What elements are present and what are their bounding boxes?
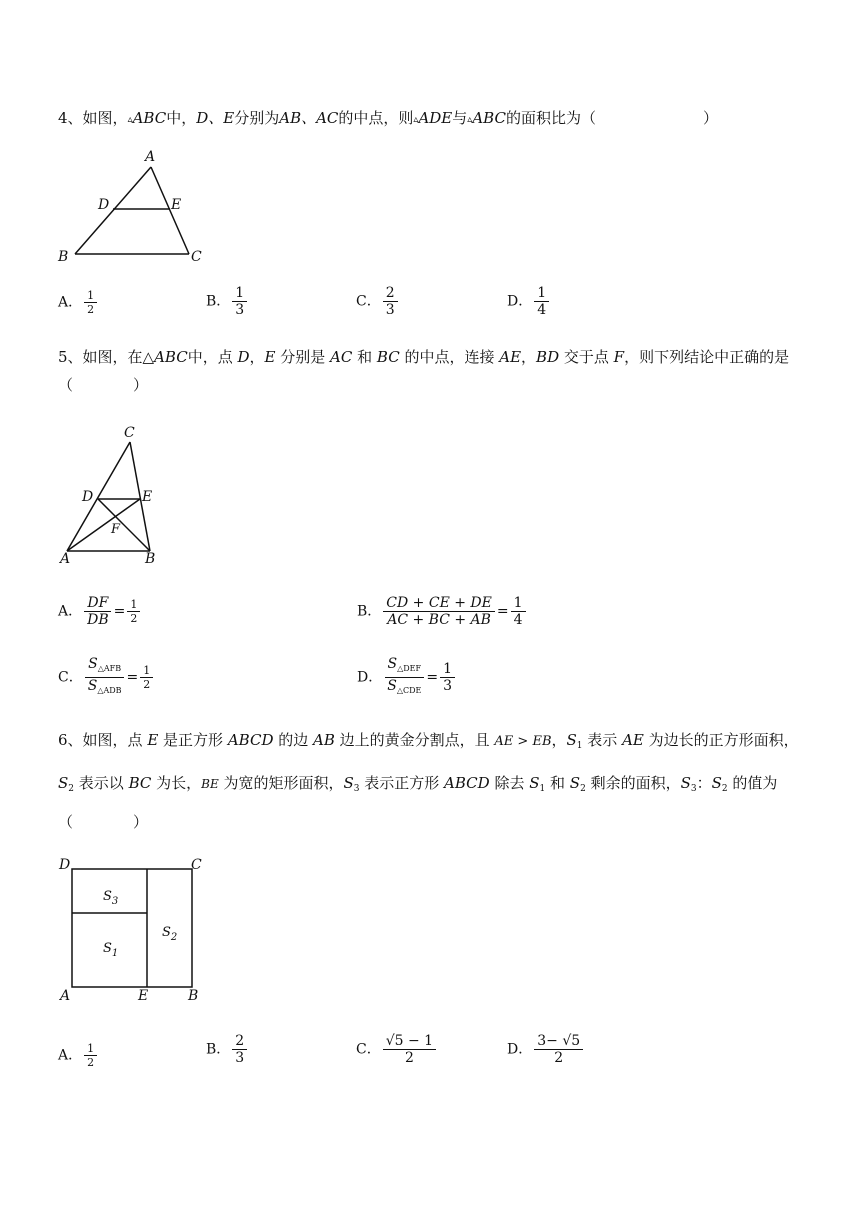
label-S2: $S_2$ xyxy=(162,925,178,943)
label-E: E xyxy=(171,197,182,213)
q4-close-paren: ） xyxy=(703,109,719,127)
label-F: F xyxy=(111,522,121,537)
q4-option-a[interactable]: A． $\frac{1}{2}$ xyxy=(58,289,99,316)
q5-option-c[interactable]: C． $S_{\triangle AFB}$ $S_{\triangle ADB}$ = $\frac{1}{2}$ xyxy=(58,656,155,699)
label-E: E xyxy=(138,988,149,1004)
label-B: B xyxy=(58,249,69,265)
q4-stem: 4、如图，▵ABC中，D、E分别为AB、AC的中点，则▵ADE与▵ABC的面积比为（ xyxy=(58,109,596,127)
label-B: B xyxy=(145,551,156,567)
q6-option-a[interactable]: A． $\frac{1}{2}$ xyxy=(58,1042,99,1069)
q4-option-c[interactable]: C． $\frac{2}{3}$ xyxy=(356,285,400,318)
q6-option-d[interactable]: D． $\frac{3- √5}{2}$ xyxy=(507,1033,585,1066)
q6-stem-line3: （ ） xyxy=(58,813,149,831)
label-S3: $S_3$ xyxy=(103,889,119,907)
q4-triangle-figure xyxy=(55,147,215,267)
label-C: C xyxy=(191,857,202,873)
label-A: A xyxy=(60,988,71,1004)
label-D: D xyxy=(98,197,110,213)
q6-square-figure xyxy=(55,852,215,1012)
q5-option-a[interactable]: A． $\frac{DF}{DB}$ = $\frac{1}{2}$ xyxy=(58,595,142,628)
q4-option-d[interactable]: D． $\frac{1}{4}$ xyxy=(507,285,551,318)
label-B: B xyxy=(188,988,199,1004)
label-A: A xyxy=(145,149,156,165)
label-D: D xyxy=(82,489,94,505)
q4-option-b[interactable]: B． $\frac{1}{3}$ xyxy=(206,285,249,318)
q6-stem-line1: 6、如图，点 E 是正方形 ABCD 的边 AB 边上的黄金分割点，且 AE > EB，$S_1$ 表示 AE 为边长的正方形面积， xyxy=(58,731,799,751)
q5-stem-line1: 5、如图，在△ABC中，点 D，E 分别是 AC 和 BC 的中点，连接 AE，BD 交于点 F，则下列结论中正确的是 xyxy=(58,348,790,366)
q5-option-d[interactable]: D． $S_{\triangle DEF}$ $S_{\triangle CDE}$ = $\frac{1}{3}$ xyxy=(357,656,457,699)
q6-option-b[interactable]: B． $\frac{2}{3}$ xyxy=(206,1033,249,1066)
label-C: C xyxy=(124,425,135,441)
q5-triangle-figure xyxy=(55,420,175,570)
label-E: E xyxy=(142,489,153,505)
q6-stem-line2: $S_2$ 表示以 BC 为长，BE 为宽的矩形面积，$S_3$ 表示正方形 ABCD 除去 $S_1$ 和 $S_2$ 剩余的面积，$S_3$：$S_2$ 的值为 xyxy=(58,774,778,794)
label-C: C xyxy=(191,249,202,265)
label-D: D xyxy=(59,857,71,873)
label-S1: $S_1$ xyxy=(103,941,119,959)
q5-option-b[interactable]: B． $\frac{CD + CE + DE}{AC + BC + AB}$ = $\frac{1}{4}$ xyxy=(357,595,528,628)
q6-option-c[interactable]: C． $\frac{√5 - 1}{2}$ xyxy=(356,1033,438,1066)
label-A: A xyxy=(60,551,71,567)
q5-stem-line2: （ ） xyxy=(58,376,149,394)
